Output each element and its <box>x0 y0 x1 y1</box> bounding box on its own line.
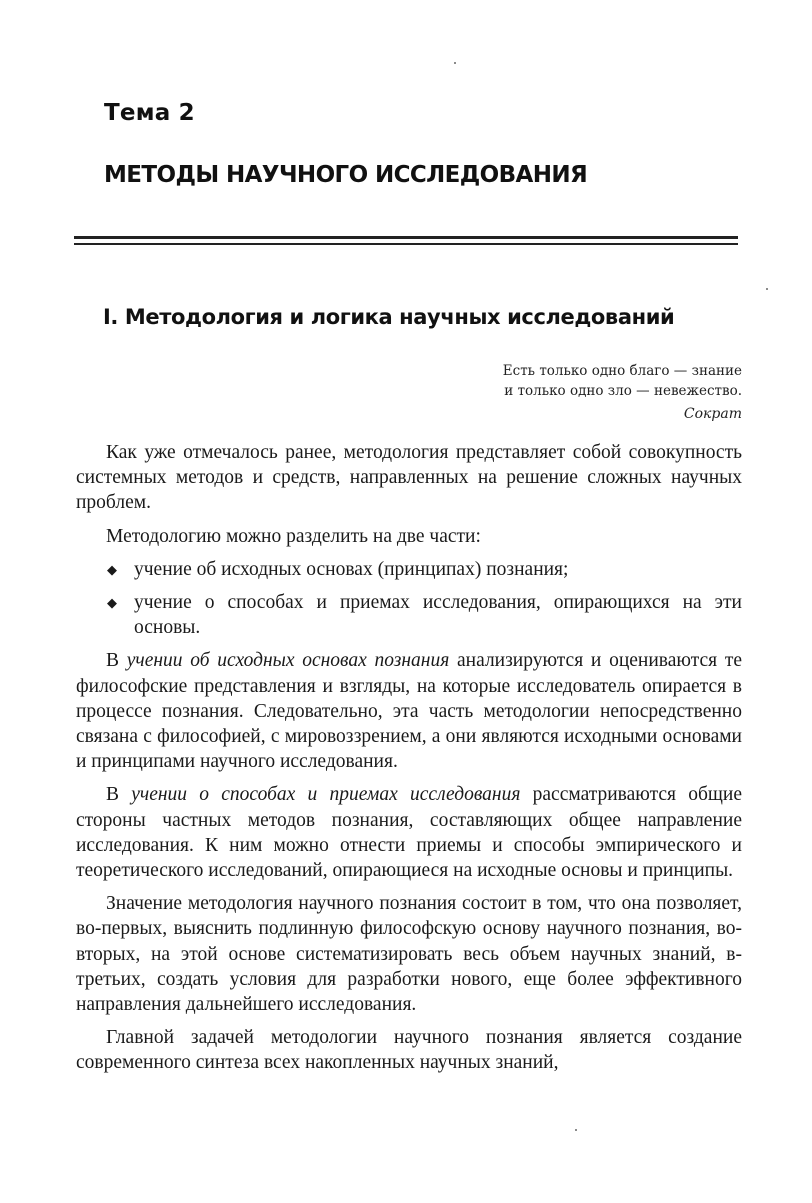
paragraph-3-start: В <box>106 650 127 672</box>
paragraph-6: Главной задачей методологии научного познания является создание современного синтеза всех накопленных научных знаний, <box>76 1027 742 1074</box>
bullet-list <box>76 557 742 641</box>
section-title: I. Методология и логика научных исследований <box>103 305 675 329</box>
paragraph-4-rest: рассматриваются общие стороны частных методов познания, составляющих общее направление исследования. К ним можно отнести приемы и способы эмпирического и теоретического исследований, опирающиеся на исходные основы и принципы. <box>76 784 742 882</box>
epigraph <box>382 361 742 424</box>
epigraph-line-2: и только одно зло — невежество. <box>504 383 742 399</box>
body-text <box>76 440 742 1084</box>
list-item <box>76 557 742 582</box>
divider-rule-top <box>74 236 738 239</box>
theme-label: Тема 2 <box>104 100 195 126</box>
diamond-bullet-icon: ◆ <box>107 561 117 577</box>
epigraph-author: Сократ <box>683 406 742 422</box>
scan-speck <box>575 1129 577 1131</box>
divider-rule-bottom <box>74 243 738 245</box>
paragraph-3-rest: анализируются и оцениваются те философские представления и взгляды, на которые исследователь опирается в процессе познания. Следовательно, эта часть методологии непосредственно связана с философией, с мировоззрением, а они являются исходными основами и принципами научного исследования. <box>76 650 742 773</box>
scan-speck <box>766 288 768 290</box>
chapter-title: МЕТОДЫ НАУЧНОГО ИССЛЕДОВАНИЯ <box>104 162 588 188</box>
diamond-bullet-icon: ◆ <box>107 595 117 611</box>
paragraph-2: Методологию можно разделить на две части: <box>106 525 481 547</box>
paragraph-5: Значение методология научного познания состоит в том, что она позволяет, во-первых, выяснить подлинную философскую основу научного познания, во-вторых, на этой основе систематизировать весь объем научных знаний, в-третьих, создать условия для разработки нового, еще более эффективного направления дальнейшего исследования. <box>76 893 742 1016</box>
paragraph-4-start: В <box>106 784 132 806</box>
paragraph-4-emphasis: учении о способах и приемах исследования <box>131 784 521 806</box>
scan-speck <box>454 62 456 64</box>
paragraph-1: Как уже отмечалось ранее, методология представляет собой совокупность системных методов и средств, направленных на решение сложных научных проблем. <box>76 442 742 514</box>
paragraph-4 <box>76 782 742 883</box>
list-item-text: учение об исходных основах (принципах) познания; <box>134 558 569 580</box>
paragraph-3-emphasis: учении об исходных основах познания <box>126 650 450 672</box>
list-item-text: учение о способах и приемах исследования, опирающихся на эти основы. <box>134 592 742 639</box>
epigraph-line-1: Есть только одно благо — знание <box>502 363 742 379</box>
paragraph-3 <box>76 648 742 774</box>
list-item <box>76 590 742 640</box>
